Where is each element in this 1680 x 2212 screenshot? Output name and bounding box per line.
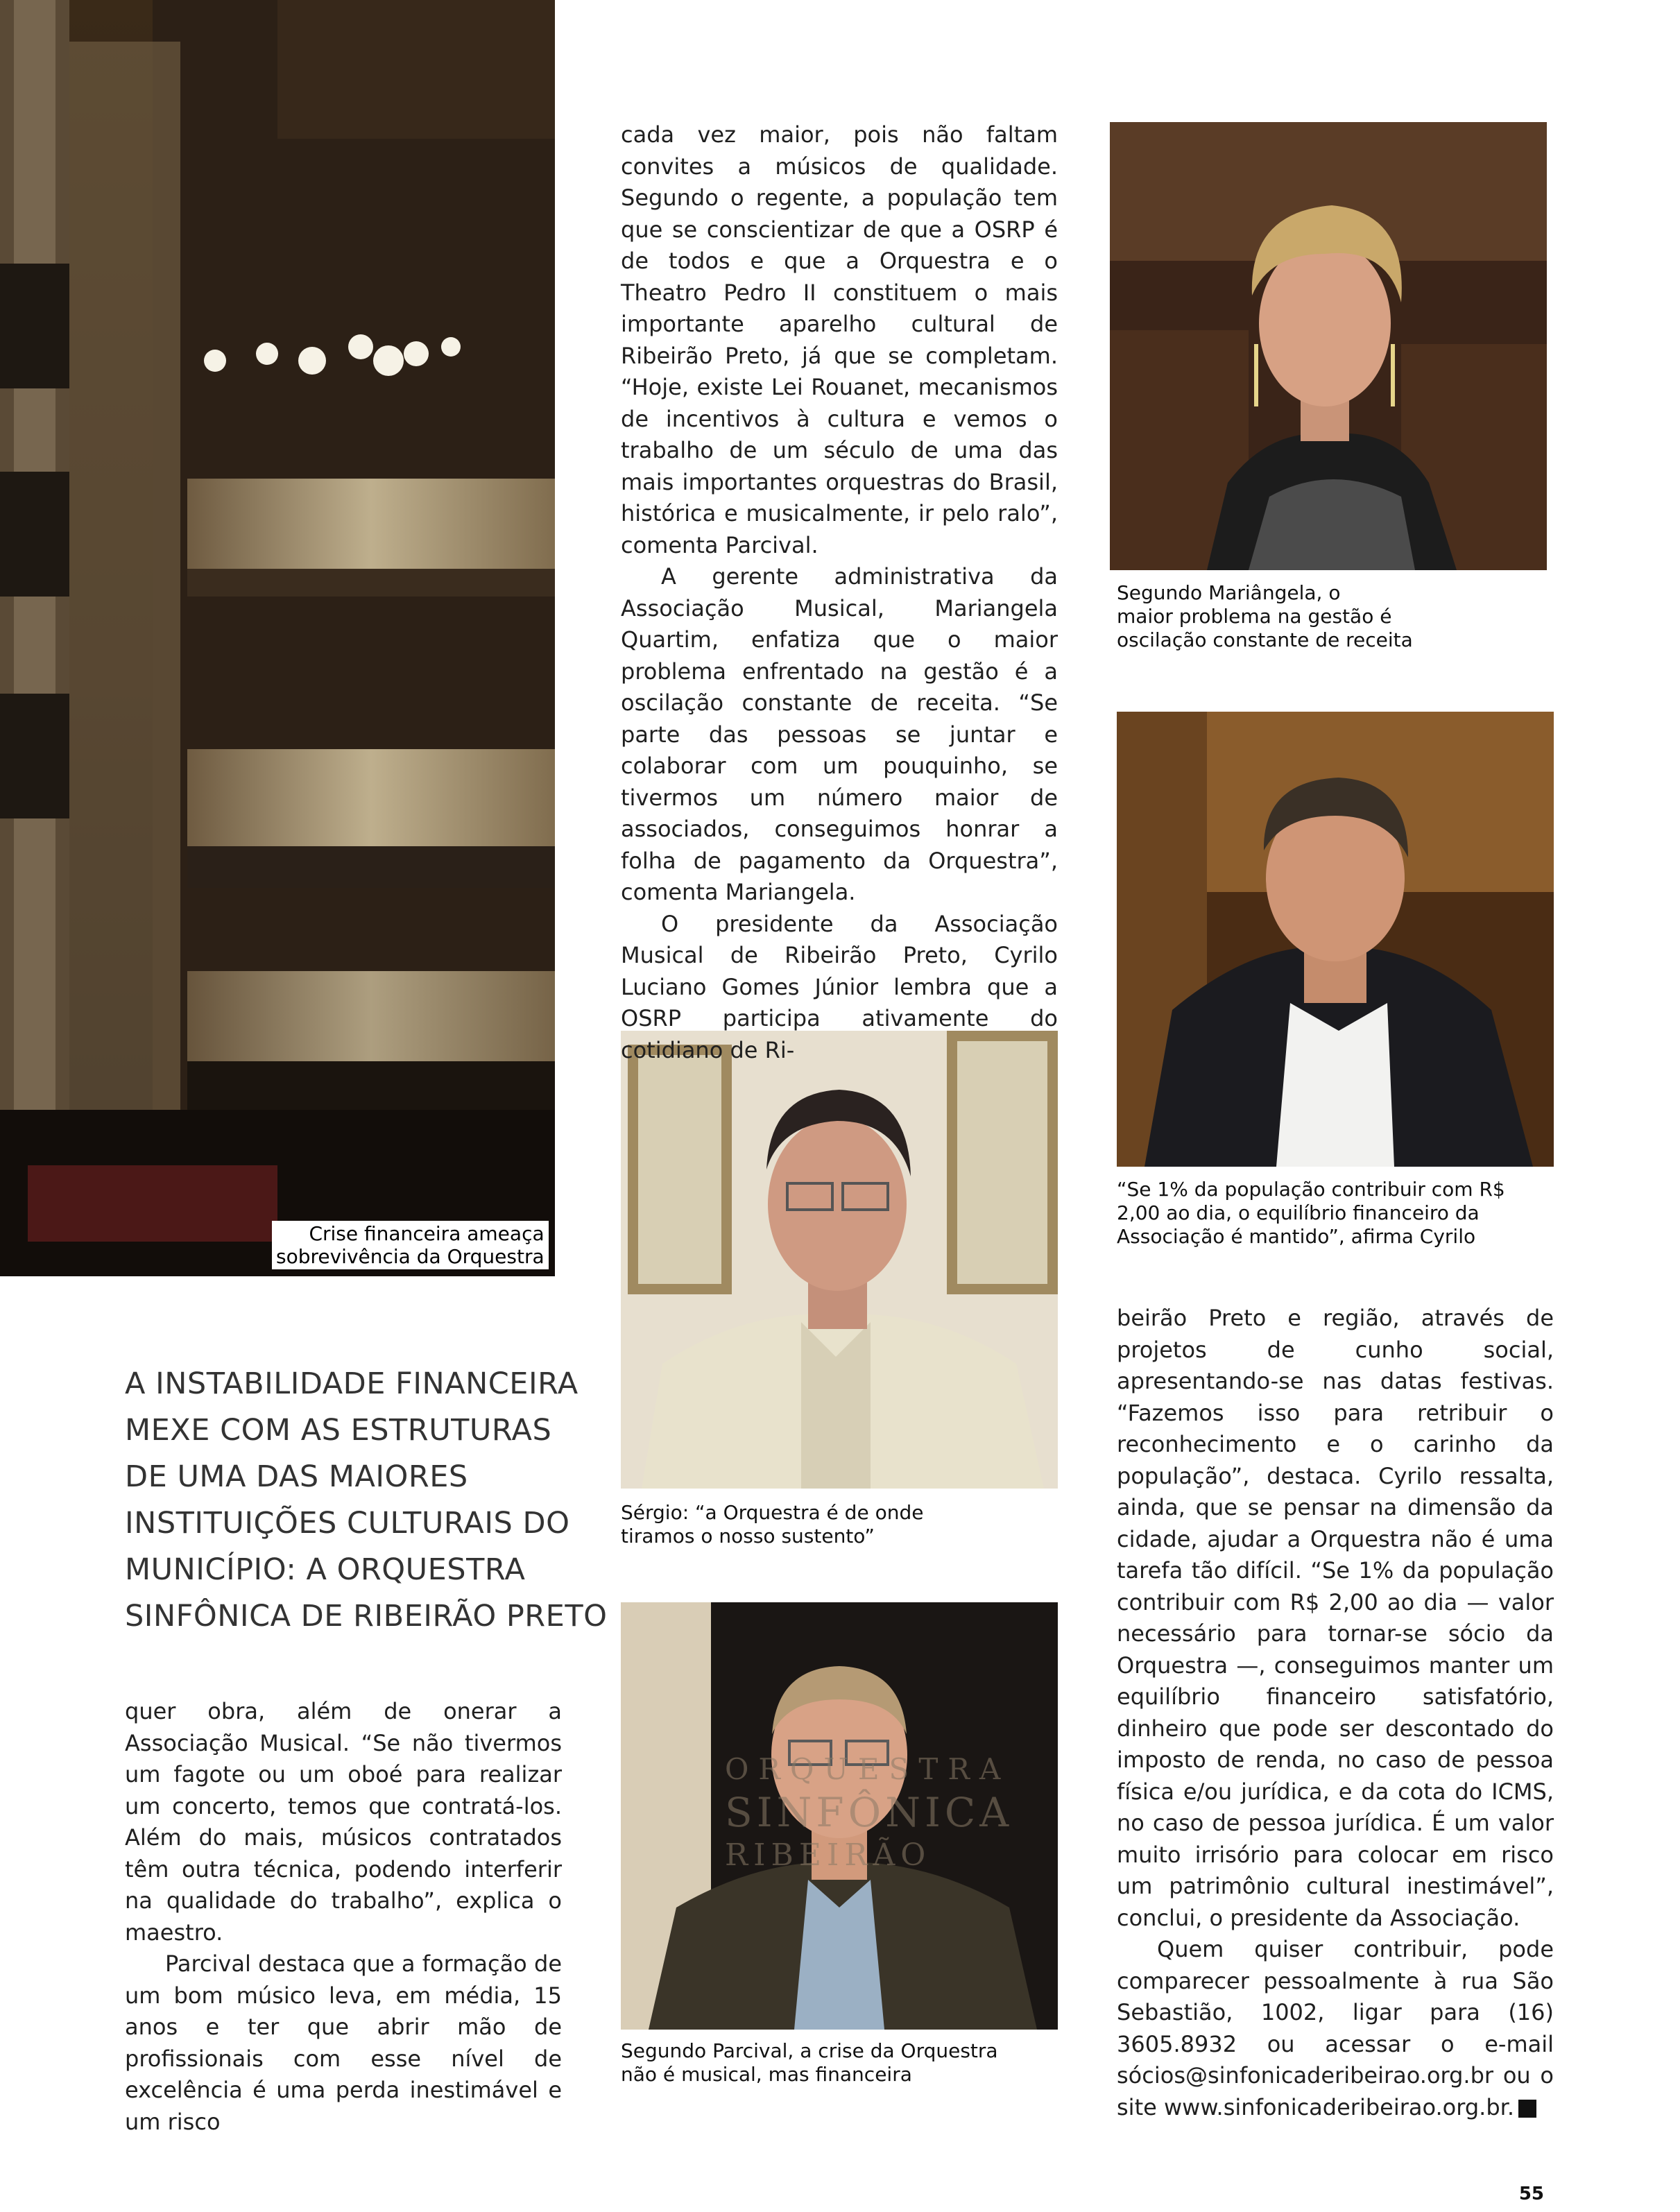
mariangela-caption-line-3: oscilação constante de receita <box>1117 628 1413 651</box>
pull-quote <box>125 1361 608 1640</box>
theatre-photo <box>0 0 555 1276</box>
portrait-woman-photo <box>1110 122 1547 570</box>
contact-text: Quem quiser contribuir, pode comparecer pessoalmente à rua São Sebastião, 1002, ligar para (16) 3605.8932 ou acessar o e-mail sócios@sinfonicaderibeirao.org.br ou o site www.sinfonicaderibeirao.org.br. <box>1117 1936 1554 2120</box>
article-column-middle <box>621 119 1058 1066</box>
article-paragraph-final <box>1117 1934 1566 2123</box>
parcival-caption-line-1: Segundo Parcival, a crise da Orquestra <box>621 2039 998 2062</box>
parcival-caption-line-2: não é musical, mas financeira <box>621 2063 912 2086</box>
portrait-man-glasses-photo <box>621 1031 1058 1489</box>
cyrilo-caption-line-2: 2,00 ao dia, o equilíbrio financeiro da <box>1117 1201 1480 1224</box>
parcival-caption <box>621 2039 998 2086</box>
article-paragraph: beirão Preto e região, através de projetos de cunho social, apresentando-se nas datas festivas. “Fazemos isso para retribuir o reconhecimento e o carinho da população”, destaca. Cyrilo ressalta, ainda, que se pensar na dimensão da cidade, ajudar a Orquestra não é uma tarefa tão difícil. “Se 1% da população contribuir com R$ 2,00 ao dia — valor necessário para tornar-se sócio da Orquestra —, conseguimos manter um equilíbrio financeiro satisfatório, dinheiro que pode ser descontado do imposto de renda, no caso de pessoa física e/ou jurídica, e da cota do ICMS, no caso de pessoa jurídica. É um valor muito irrisório para colocar em risco um patrimônio cultural inestimável”, conclui, o presidente da Associação. <box>1117 1305 1554 1931</box>
parcival-photo <box>621 1602 1058 2030</box>
banner-line-1: ORQUESTRA <box>725 1752 1011 1786</box>
article-column-right <box>1117 1303 1566 2123</box>
sergio-photo <box>621 1031 1058 1489</box>
cyrilo-caption-line-3: Associação é mantido”, afirma Cyrilo <box>1117 1225 1476 1248</box>
banner-line-3: RIBEIRÃO <box>725 1837 932 1873</box>
theatre-caption <box>272 1221 549 1269</box>
cyrilo-caption <box>1117 1178 1505 1249</box>
pull-quote-line-4: INSTITUIÇÕES CULTURAIS DO <box>125 1506 570 1541</box>
pull-quote-line-1: A INSTABILIDADE FINANCEIRA <box>125 1366 578 1401</box>
mariangela-caption-line-1: Segundo Mariângela, o <box>1117 581 1341 604</box>
banner-line-2: SINFÔNICA <box>725 1789 1013 1836</box>
pull-quote-line-5: MUNICÍPIO: A ORQUESTRA <box>125 1552 526 1587</box>
magazine-end-mark-icon: r <box>1518 2100 1536 2118</box>
article-column-left <box>125 1696 562 2138</box>
pull-quote-line-2: MEXE COM AS ESTRUTURAS <box>125 1413 552 1448</box>
mariangela-caption <box>1117 581 1413 652</box>
sergio-caption-line-1: Sérgio: “a Orquestra é de onde <box>621 1501 924 1524</box>
orchestra-banner-text <box>725 1748 1058 1877</box>
article-paragraph: Parcival destaca que a formação de um bom músico leva, em média, 15 anos e ter que abrir mão de profissionais com esse nível de excelência é uma perda inestimável e um risco <box>125 1950 562 2135</box>
pull-quote-line-6: SINFÔNICA DE RIBEIRÃO PRETO <box>125 1599 608 1634</box>
mariangela-photo <box>1110 122 1547 570</box>
mariangela-caption-line-2: maior problema na gestão é <box>1117 605 1392 628</box>
cyrilo-photo <box>1117 712 1554 1167</box>
sergio-caption-line-2: tiramos o nosso sustento” <box>621 1525 875 1547</box>
cyrilo-caption-line-1: “Se 1% da população contribuir com R$ <box>1117 1178 1505 1201</box>
page-number: 55 <box>1518 2184 1544 2204</box>
portrait-man-suit-photo <box>1117 712 1554 1167</box>
article-paragraph: A gerente administrativa da Associação Musical, Mariangela Quartim, enfatiza que o maior problema enfrentado na gestão é a oscilação constante de receita. “Se parte das pessoas se juntar e colaborar com um pouquinho, se tivermos um número maior de associados, conseguimos honrar a folha de pagamento da Orquestra”, comenta Mariangela. <box>621 563 1058 905</box>
pull-quote-line-3: DE UMA DAS MAIORES <box>125 1459 468 1494</box>
theatre-caption-line-1: Crise financeira ameaça <box>309 1222 545 1245</box>
sergio-caption <box>621 1501 923 1548</box>
article-paragraph: cada vez maior, pois não faltam convites a músicos de qualidade. Segundo o regente, a população tem que se conscientizar de que a OSRP é de todos e que a Orquestra e o Theatro Pedro II constituem o mais importante aparelho cultural de Ribeirão Preto, já que se completam. “Hoje, existe Lei Rouanet, mecanismos de incentivos à cultura e vemos o trabalho de um século de uma das mais importantes orquestras do Brasil, histórica e musicalmente, ir pelo ralo”, comenta Parcival. <box>621 121 1058 558</box>
article-paragraph: O presidente da Associação Musical de Ribeirão Preto, Cyrilo Luciano Gomes Júnior lembra que a OSRP participa ativamente do cotidiano de Ri- <box>621 910 1058 1063</box>
article-paragraph: quer obra, além de onerar a Associação Musical. “Se não tivermos um fagote ou um oboé para realizar um concerto, temos que contratá-los. Além do mais, músicos contratados têm outra técnica, podendo interferir na qualidade do trabalho”, explica o maestro. <box>125 1698 562 1946</box>
theatre-interior-photo <box>0 0 555 1276</box>
theatre-caption-line-2: sobrevivência da Orquestra <box>276 1245 545 1268</box>
